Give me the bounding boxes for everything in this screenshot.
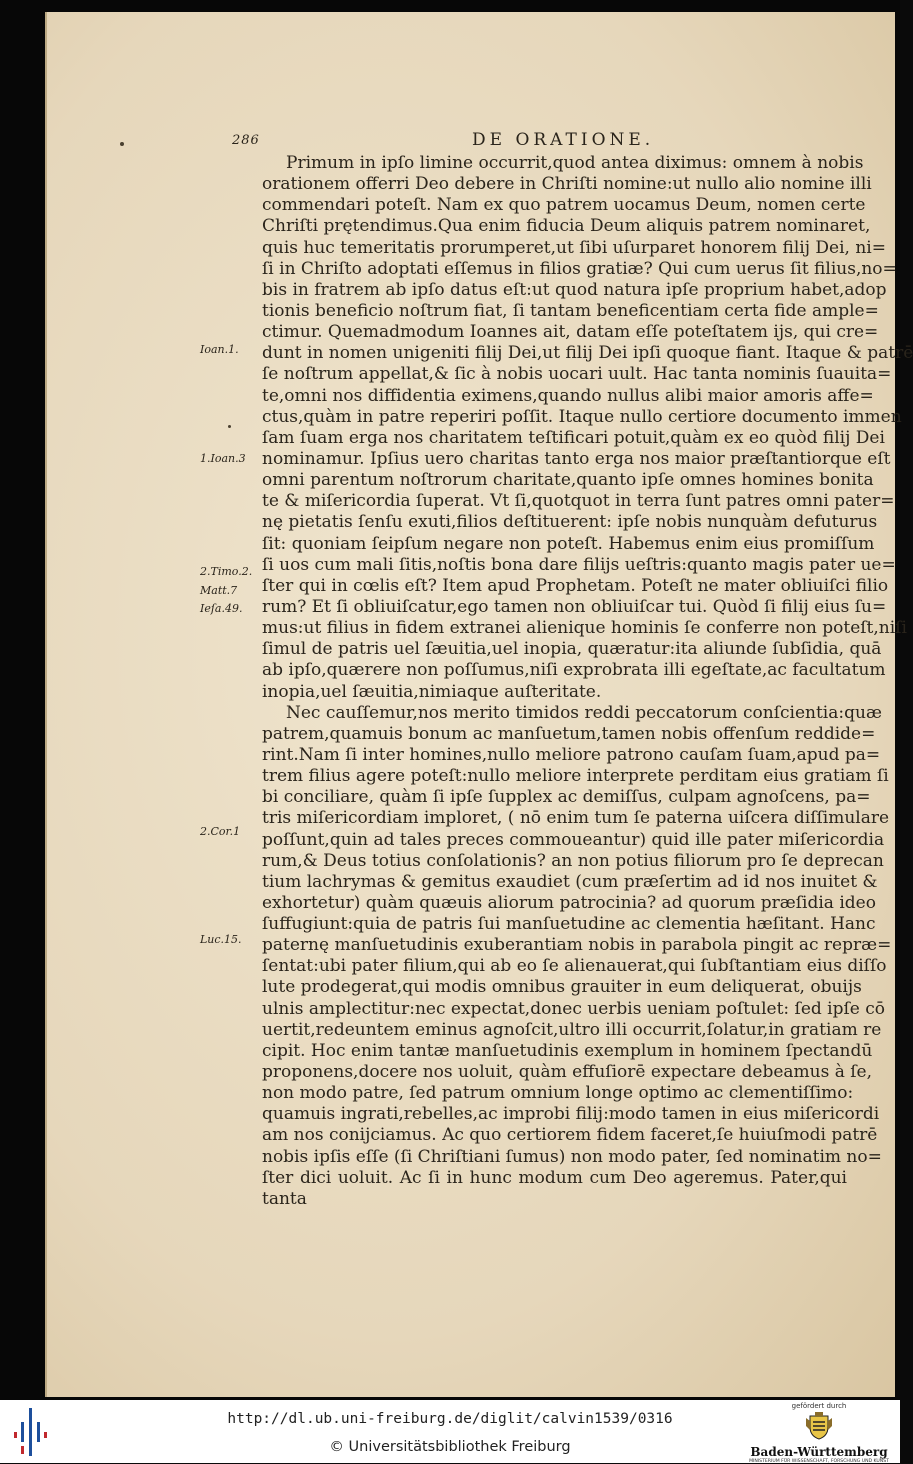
text-line: te & miſericordia ſuperat. Vt ſi,quotquot in terra ſunt patres omni pater= (262, 491, 895, 512)
text-line: tionis beneficio noſtrum fiat, ſi tantam beneficentiam certa fide ample= (262, 300, 879, 321)
text-line: ſuffugiunt:quia de patris ſui manſuetudine ac clementia hæſitant. Hanc (262, 914, 876, 935)
margin-note: 2.Cor.1 (200, 825, 241, 838)
margin-note: Luc.15. (200, 933, 242, 946)
margin-note: 2.Timo.2. (200, 565, 253, 578)
text-line: tium lachrymas & gemitus exaudiet (cum præſertim ad id nos inuitet & (262, 871, 878, 892)
running-head: DE ORATIONE. (472, 130, 655, 150)
margin-note: 1.Ioan.3 (200, 452, 246, 465)
text-line: mus:ut filius in fidem extranei alienique hominis ſe conferre non poteſt,niſi (262, 618, 907, 639)
permalink-url[interactable]: http://dl.ub.uni-freiburg.de/diglit/calvin1539/0316 (227, 1411, 673, 1427)
text-line: nę pietatis ſenſu exuti,filios deſtituerent: ipſe nobis nunquàm defuturus (262, 512, 878, 533)
text-line: te,omni nos diffidentia eximens,quando nullus alibi maior amoris affe= (262, 385, 874, 406)
text-line: paternę manſuetudinis exuberantiam nobis in parabola pingit ac repræ= (262, 935, 892, 956)
text-block (262, 153, 913, 1231)
text-line: Primum in ipſo limine occurrit,quod antea diximus: omnem à nobis (286, 153, 864, 173)
text-line: rum,& Deus totius conſolationis? an non potius filiorum pro ſe deprecan (262, 850, 884, 871)
text-line: commendari poteſt. Nam ex quo patrem uocamus Deum, nomen certe (262, 195, 866, 216)
text-line: bis in fratrem ab ipſo datus eſt:ut quod natura ipſe proprium habet,adop (262, 279, 887, 300)
text-line: nobis ipſis eſſe (ſi Chriſtiani ſumus) non modo pater, ſed nominatim no= (262, 1146, 882, 1167)
text-line: trem filius agere poteſt:nullo meliore interprete perditam eius gratiam ſi (262, 766, 889, 787)
text-line: rum? Et ſi obliuiſcatur,ego tamen non obliuiſcar tui. Quòd ſi filij eius ſu= (262, 596, 887, 617)
page-number: 286 (232, 133, 260, 148)
copyright-notice: © Universitätsbibliothek Freiburg (329, 1439, 571, 1455)
sponsor-name: Baden-Württemberg (750, 1445, 888, 1459)
text-line: ſi uos cum mali ſitis,noſtis bona dare filijs ueſtris:quanto magis pater ue= (262, 554, 896, 575)
margin-note: Ieſa.49. (200, 602, 243, 615)
text-line: quamuis ingrati,rebelles,ac improbi filij:modo tamen in eius miſericordi (262, 1104, 880, 1125)
text-line: lute prodegerat,qui modis omnibus grauiter in eum deliquerat, obuijs (262, 977, 862, 998)
text-line: bi conciliare, quàm ſi ipſe ſupplex ac demiſſus, culpam agnoſcens, pa= (262, 787, 871, 808)
text-line: am nos conijciamus. Ac quo certiorem fidem faceret,ſe huiuſmodi patrē (262, 1125, 878, 1146)
text-line: ulnis amplectitur:nec expectat,donec uerbis ueniam poſtulet: ſed ipſe cō (262, 998, 886, 1019)
margin-note: Matt.7 (200, 584, 238, 597)
text-line: tanta (262, 1188, 307, 1209)
coat-of-arms-icon (804, 1412, 834, 1440)
ink-spot (228, 425, 231, 428)
margin-note: Ioan.1. (200, 343, 239, 356)
text-line: cipit. Hoc enim tantæ manſuetudinis exemplum in hominem ſpectandū (262, 1040, 873, 1061)
text-line: poſſunt,quin ad tales preces commoueantur) quid ille pater miſericordia (262, 829, 885, 850)
footer-bar (0, 1400, 900, 1463)
text-line: ab ipſo,quærere non poſſumus,niſi exprobrata illi egeſtate,ac facultatum (262, 660, 886, 681)
text-line: Chriſti prętendimus.Qua enim fiducia Deum aliquis patrem nominaret, (262, 216, 871, 237)
text-line: ſter dici uoluit. Ac ſi in hunc modum cum Deo ageremus. Pater,qui (262, 1167, 847, 1188)
text-line: patrem,quamuis bonum ac manſuetum,tamen nobis offenſum reddide= (262, 723, 876, 744)
catchword (262, 1210, 847, 1231)
text-line: ctimur. Quemadmodum Ioannes ait, datam eſſe poteſtatem ijs, qui cre= (262, 322, 879, 343)
text-line: ſe noſtrum appellat,& ſic à nobis uocari uult. Hac tanta nominis ſuauita= (262, 364, 892, 385)
sponsor-label: gefördert durch (791, 1402, 847, 1410)
text-line: nominamur. Ipſius uero charitas tanto erga nos maior præſtantiorque eſt (262, 448, 891, 469)
text-line: omni parentum noſtrorum charitate,quanto ipſe omnes homines bonita (262, 470, 874, 491)
text-line: uertit,redeuntem eminus agnoſcit,ultro illi occurrit,ſolatur,in gratiam re (262, 1019, 882, 1040)
text-line: rint.Nam ſi inter homines,nullo meliore patrono cauſam ſuam,apud pa= (262, 744, 881, 765)
text-line: non modo patre, ſed patrum omnium longe optimo ac clementiſſimo: (262, 1083, 854, 1104)
text-line: ſit: quoniam ſeipſum negare non poteſt. Habemus enim eius promiſſum (262, 533, 875, 554)
text-line: inopia,uel ſæuitia,nimiaque auſteritate. (262, 681, 602, 702)
text-line: ſentat:ubi pater filium,qui ab eo ſe alienauerat,qui ſubſtantiam eius diſſo (262, 956, 887, 977)
text-line: ſter qui in cœlis eſt? Item apud Prophetam. Poteſt ne mater obliuiſci filio (262, 575, 889, 596)
ink-spot (120, 142, 124, 146)
text-line: exhortetur) quàm quæuis aliorum patrocinia? ad quorum præſidia ideo (262, 892, 876, 913)
text-line: ſi in Chriſto adoptati eſſemus in filios gratiæ? Qui cum uerus ſit filius,no= (262, 258, 897, 279)
text-line: orationem offerri Deo debere in Chriſti nomine:ut nullo alio nomine illi (262, 174, 872, 195)
ministry-name: MINISTERIUM FÜR WISSENSCHAFT, FORSCHUNG UND KUNST (749, 1459, 889, 1464)
text-line: ſimul de patris uel ſæuitia,uel inopia, quæratur:ita aliunde ſubſidia, quā (262, 639, 882, 660)
text-line: tris miſericordiam imploret, ( nō enim tum ſe paterna uiſcera diſſimulare (262, 808, 890, 829)
text-line: dunt in nomen unigeniti filij Dei,ut filij Dei ipſi quoque fiant. Itaque & patrē (262, 343, 913, 364)
text-line: proponens,docere nos uoluit, quàm effuſiorē expectare debeamus à ſe, (262, 1062, 873, 1083)
text-line: Nec cauſſemur,nos merito timidos reddi peccatorum conſcientia:quæ (286, 702, 882, 723)
text-line: ctus,quàm in patre reperiri poſſit. Itaque nullo certiore documento immen (262, 406, 902, 427)
text-line: ſam ſuam erga nos charitatem teſtificari potuit,quàm ex eo quòd filij Dei (262, 427, 885, 448)
text-line: quis huc temeritatis prorumperet,ut ſibi uſurparet honorem filij Dei, ni= (262, 237, 886, 258)
sponsor-block (744, 1402, 894, 1464)
